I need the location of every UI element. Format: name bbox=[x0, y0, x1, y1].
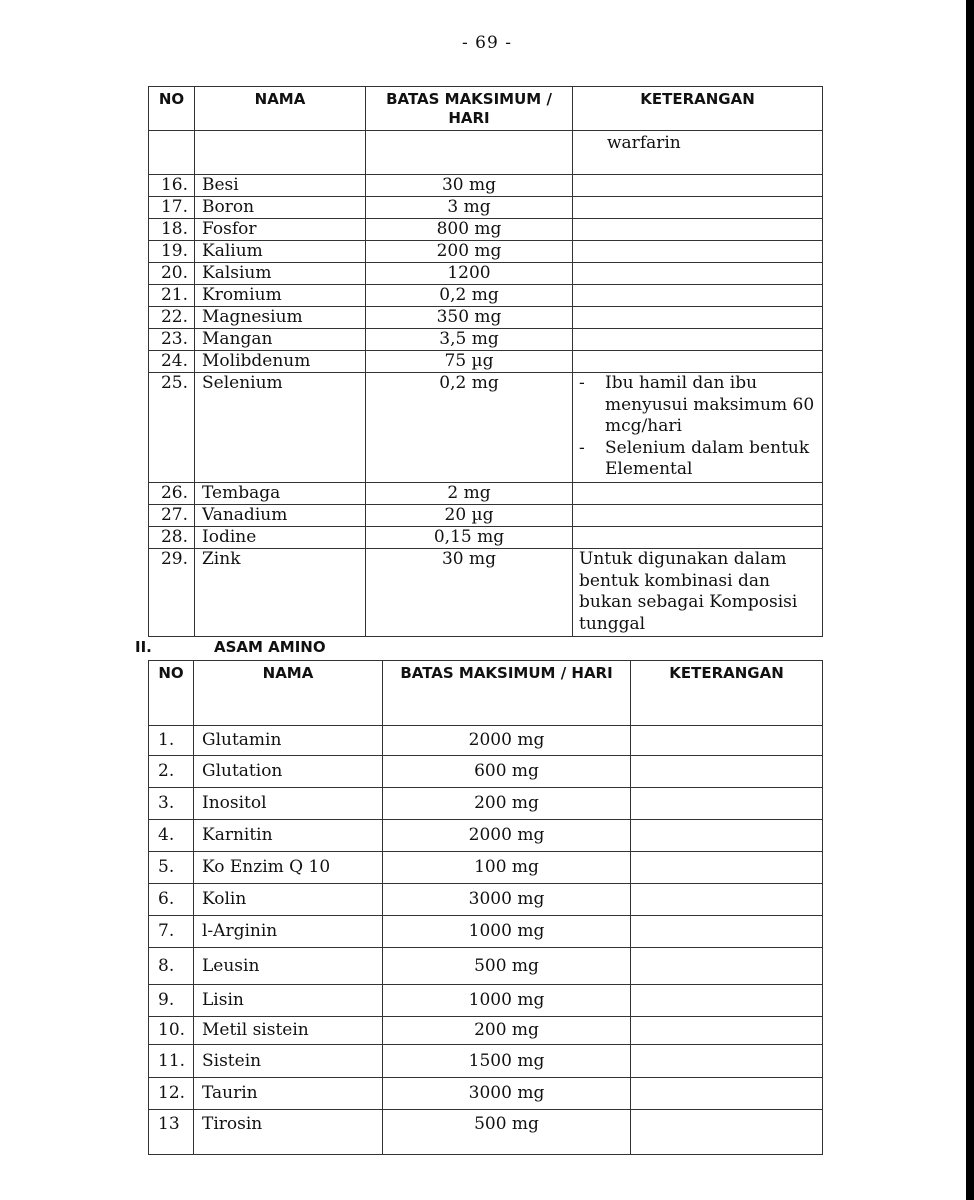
cell-no: 8. bbox=[149, 948, 194, 985]
table-row bbox=[149, 1045, 823, 1078]
cell-keterangan bbox=[573, 307, 823, 329]
table-row bbox=[149, 916, 823, 948]
cell-nama: Selenium bbox=[195, 373, 366, 483]
cell-nama: Inositol bbox=[194, 788, 383, 820]
cell-no: 19. bbox=[149, 241, 195, 263]
cell-no: 16. bbox=[149, 175, 195, 197]
cell-no: 1. bbox=[149, 726, 194, 756]
cell-nama: Mangan bbox=[195, 329, 366, 351]
cell-nama: Leusin bbox=[194, 948, 383, 985]
cell-nama: Karnitin bbox=[194, 820, 383, 852]
cell-no: 4. bbox=[149, 820, 194, 852]
cell-nama: Zink bbox=[195, 549, 366, 637]
cell-no: 27. bbox=[149, 505, 195, 527]
cell-nama: Kromium bbox=[195, 285, 366, 307]
cell-batas: 75 µg bbox=[366, 351, 573, 373]
cell-batas: 500 mg bbox=[383, 1110, 631, 1155]
cell-batas: 0,2 mg bbox=[366, 373, 573, 483]
cell-no bbox=[149, 131, 195, 175]
table-row bbox=[149, 820, 823, 852]
cell-keterangan bbox=[573, 285, 823, 307]
cell-nama: l-Arginin bbox=[194, 916, 383, 948]
keterangan-item: - Ibu hamil dan ibu menyusui maksimum 60 mcg/hari bbox=[579, 373, 822, 438]
cell-no: 25. bbox=[149, 373, 195, 483]
cell-no: 5. bbox=[149, 852, 194, 884]
cell-keterangan bbox=[631, 788, 823, 820]
cell-nama: Iodine bbox=[195, 527, 366, 549]
table-row bbox=[149, 263, 823, 285]
cell-batas: 30 mg bbox=[366, 549, 573, 637]
keterangan-list bbox=[579, 373, 822, 481]
cell-nama: Metil sistein bbox=[194, 1017, 383, 1045]
header-batas-maksimum: BATAS MAKSIMUM / HARI bbox=[383, 661, 631, 726]
cell-batas: 1200 bbox=[366, 263, 573, 285]
keterangan-item: - Selenium dalam bentuk Elemental bbox=[579, 438, 822, 481]
cell-nama: Ko Enzim Q 10 bbox=[194, 852, 383, 884]
cell-no: 28. bbox=[149, 527, 195, 549]
cell-batas bbox=[366, 131, 573, 175]
cell-batas: 1000 mg bbox=[383, 916, 631, 948]
table-row bbox=[149, 788, 823, 820]
table-row bbox=[149, 756, 823, 788]
header-nama: NAMA bbox=[194, 661, 383, 726]
cell-nama: Sistein bbox=[194, 1045, 383, 1078]
cell-batas: 1000 mg bbox=[383, 985, 631, 1017]
cell-batas: 350 mg bbox=[366, 307, 573, 329]
cell-no: 13 bbox=[149, 1110, 194, 1155]
cell-keterangan bbox=[573, 483, 823, 505]
cell-no: 20. bbox=[149, 263, 195, 285]
cell-no: 12. bbox=[149, 1078, 194, 1110]
cell-keterangan bbox=[573, 505, 823, 527]
cell-nama: Boron bbox=[195, 197, 366, 219]
header-no: NO bbox=[149, 661, 194, 726]
cell-batas: 100 mg bbox=[383, 852, 631, 884]
cell-nama: Molibdenum bbox=[195, 351, 366, 373]
table-row bbox=[149, 1078, 823, 1110]
header-batas-maksimum: BATAS MAKSIMUM / HARI bbox=[366, 87, 573, 131]
cell-batas: 200 mg bbox=[366, 241, 573, 263]
table-row bbox=[149, 351, 823, 373]
table-row bbox=[149, 505, 823, 527]
cell-nama: Fosfor bbox=[195, 219, 366, 241]
cell-batas: 1500 mg bbox=[383, 1045, 631, 1078]
cell-keterangan bbox=[631, 726, 823, 756]
cell-keterangan bbox=[631, 756, 823, 788]
cell-nama: Vanadium bbox=[195, 505, 366, 527]
cell-no: 22. bbox=[149, 307, 195, 329]
table-row bbox=[149, 1110, 823, 1155]
cell-batas: 3,5 mg bbox=[366, 329, 573, 351]
cell-batas: 30 mg bbox=[366, 175, 573, 197]
cell-no: 2. bbox=[149, 756, 194, 788]
cell-nama: Glutamin bbox=[194, 726, 383, 756]
cell-no: 24. bbox=[149, 351, 195, 373]
cell-keterangan bbox=[573, 527, 823, 549]
cell-nama: Lisin bbox=[194, 985, 383, 1017]
table-row bbox=[149, 197, 823, 219]
cell-batas: 800 mg bbox=[366, 219, 573, 241]
cell-keterangan: Untuk digunakan dalam bentuk kombinasi dan bukan sebagai Komposisi tunggal bbox=[573, 549, 823, 637]
cell-batas: 2000 mg bbox=[383, 726, 631, 756]
cell-no: 9. bbox=[149, 985, 194, 1017]
cell-batas: 2 mg bbox=[366, 483, 573, 505]
cell-nama: Tirosin bbox=[194, 1110, 383, 1155]
table-row bbox=[149, 852, 823, 884]
header-nama: NAMA bbox=[195, 87, 366, 131]
cell-no: 3. bbox=[149, 788, 194, 820]
cell-no: 17. bbox=[149, 197, 195, 219]
cell-keterangan bbox=[631, 948, 823, 985]
cell-nama: Besi bbox=[195, 175, 366, 197]
cell-nama: Tembaga bbox=[195, 483, 366, 505]
cell-nama: Glutation bbox=[194, 756, 383, 788]
cell-no: 29. bbox=[149, 549, 195, 637]
cell-no: 23. bbox=[149, 329, 195, 351]
minerals-table bbox=[148, 86, 823, 637]
cell-keterangan bbox=[631, 1078, 823, 1110]
table-row bbox=[149, 726, 823, 756]
cell-batas: 20 µg bbox=[366, 505, 573, 527]
cell-no: 7. bbox=[149, 916, 194, 948]
cell-batas: 600 mg bbox=[383, 756, 631, 788]
cell-batas: 200 mg bbox=[383, 1017, 631, 1045]
cell-batas: 500 mg bbox=[383, 948, 631, 985]
cell-batas: 3 mg bbox=[366, 197, 573, 219]
cell-keterangan bbox=[631, 884, 823, 916]
cell-batas: 200 mg bbox=[383, 788, 631, 820]
cell-keterangan bbox=[631, 985, 823, 1017]
table-row bbox=[149, 307, 823, 329]
table-row bbox=[149, 175, 823, 197]
cell-no: 18. bbox=[149, 219, 195, 241]
table-row bbox=[149, 549, 823, 637]
table-row bbox=[149, 483, 823, 505]
section-number: II. bbox=[135, 638, 152, 656]
amino-acid-table bbox=[148, 660, 823, 1155]
header-keterangan: KETERANGAN bbox=[631, 661, 823, 726]
section-heading-asam-amino bbox=[135, 638, 326, 656]
cell-nama: Magnesium bbox=[195, 307, 366, 329]
table-row bbox=[149, 985, 823, 1017]
cell-nama: Kalium bbox=[195, 241, 366, 263]
cell-keterangan bbox=[631, 1045, 823, 1078]
section-title: ASAM AMINO bbox=[214, 638, 326, 656]
cell-no: 26. bbox=[149, 483, 195, 505]
cell-keterangan bbox=[573, 263, 823, 285]
cell-keterangan bbox=[573, 329, 823, 351]
cell-keterangan bbox=[573, 351, 823, 373]
table-row bbox=[149, 373, 823, 483]
table-row bbox=[149, 884, 823, 916]
cell-batas: 3000 mg bbox=[383, 1078, 631, 1110]
table-row bbox=[149, 241, 823, 263]
cell-keterangan bbox=[631, 916, 823, 948]
cell-keterangan bbox=[631, 1110, 823, 1155]
cell-keterangan bbox=[573, 241, 823, 263]
table-header-row bbox=[149, 87, 823, 131]
cell-batas: 3000 mg bbox=[383, 884, 631, 916]
cell-batas: 0,2 mg bbox=[366, 285, 573, 307]
cell-nama: Taurin bbox=[194, 1078, 383, 1110]
cell-keterangan: warfarin bbox=[573, 131, 823, 175]
cell-no: 21. bbox=[149, 285, 195, 307]
header-keterangan: KETERANGAN bbox=[573, 87, 823, 131]
cell-nama: Kalsium bbox=[195, 263, 366, 285]
cell-keterangan bbox=[631, 820, 823, 852]
table-row bbox=[149, 285, 823, 307]
cell-no: 11. bbox=[149, 1045, 194, 1078]
cell-nama bbox=[195, 131, 366, 175]
table-row-continuation bbox=[149, 131, 823, 175]
table-row bbox=[149, 948, 823, 985]
table-row bbox=[149, 219, 823, 241]
table-row bbox=[149, 329, 823, 351]
cell-keterangan bbox=[573, 219, 823, 241]
table-header-row bbox=[149, 661, 823, 726]
cell-no: 6. bbox=[149, 884, 194, 916]
cell-keterangan bbox=[631, 1017, 823, 1045]
cell-nama: Kolin bbox=[194, 884, 383, 916]
header-no: NO bbox=[149, 87, 195, 131]
cell-keterangan bbox=[573, 373, 823, 483]
cell-batas: 2000 mg bbox=[383, 820, 631, 852]
cell-keterangan bbox=[631, 852, 823, 884]
page-number: - 69 - bbox=[462, 33, 512, 53]
table-row bbox=[149, 527, 823, 549]
cell-no: 10. bbox=[149, 1017, 194, 1045]
cell-batas: 0,15 mg bbox=[366, 527, 573, 549]
table-row bbox=[149, 1017, 823, 1045]
cell-keterangan bbox=[573, 197, 823, 219]
cell-keterangan bbox=[573, 175, 823, 197]
